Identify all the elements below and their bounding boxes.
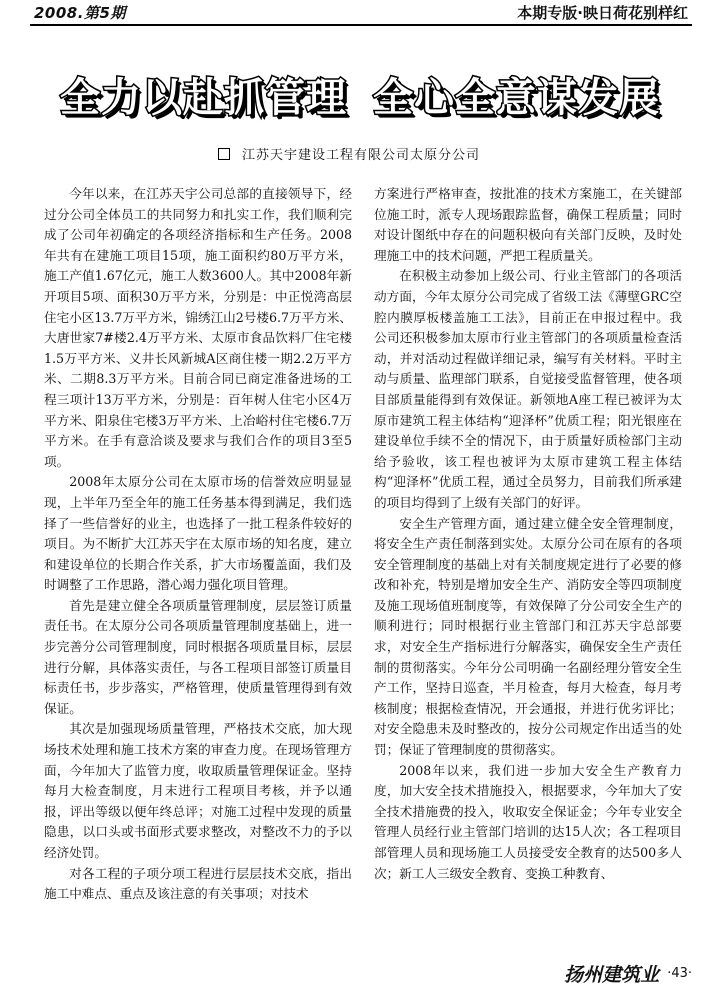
paragraph: 在积极主动参加上级公司、行业主管部门的各项活动方面，今年太原分公司完成了省级工法《薄壁GRC空腔内膜厚板楼盖施工工法》，目前正在申报过程中。我公司还积极参加太原市行业主管部门的各项质量检查活动，并对活动过程做详细记录，编写有关材料。平时主动与质量、监理部门联系，自觉接受监督管理，使各项目部质量能得到有效保证。新领地A座工程已被评为太原市建筑工程主体结构“迎泽杯”优质工程；阳光银座在建设单位手续不全的情况下，由于质量好质检部门主动给予验收，该工程也被评为太原市建筑工程主体结构“迎泽杯”优质工程，通过全员努力，目前我们所承建的项目均得到了上级有关部门的好评。 <box>374 268 682 510</box>
paragraph: 安全生产管理方面，通过建立健全安全管理制度，将安全生产责任制落到实处。太原分公司在原有的各项安全管理制度的基础上对有关制度规定进行了必要的修改和补充，特别是增加安全生产、消防安全等四项制度及施工现场值班制度等，有效保障了分公司安全生产的顺利进行；同时根据行业主管部门和江苏天宇总部要求，对安全生产指标进行分解落实，确保安全生产责任制的贯彻落实。今年分公司明确一名副经理分管安全生产工作，坚持日巡查，半月检查，每月大检查，每月考核制度；根据检查情况，开会通报，并进行优劣评比；对安全隐患未及时整改的，按分公司规定作出适当的处罚；保证了管理制度的贯彻落实。 <box>374 515 682 758</box>
paragraph: 今年以来，在江苏天宇公司总部的直接领导下，经过分公司全体员工的共同努力和扎实工作，我们顺利完成了公司年初确定的各项经济指标和生产任务。2008年共有在建施工项目15项，施工面积约80万平方米，施工产值1.67亿元，施工人数3600人。其中2008年新开项目5项、面积30万平方米，分别是：中正悦湾高层住宅小区13.7万平方米，锦绣江山2号楼6.7万平方米、大唐世家7#楼2.4万平方米、太原市食品饮料厂住宅楼1.5万平方米、义井长风新城A区商住楼一期2.2万平方米、二期8.3万平方米。目前合同已商定准备进场的工程三项计13万平方米，分别是：百年树人住宅小区4万平方米、阳泉住宅楼3万平方米、上冶峪村住宅楼6.7万平方米。在手有意洽谈及要求与我们合作的项目3至5项。 <box>44 186 352 469</box>
byline-text: 江苏天宇建设工程有限公司太原分公司 <box>242 148 481 163</box>
title-part-1: 全力以赴抓管理 <box>60 75 347 121</box>
byline <box>218 144 480 163</box>
header-rule <box>30 24 692 26</box>
square-bullet-icon <box>218 148 230 160</box>
paragraph: 首先是建立健全各项质量管理制度，层层签订质量责任书。在太原分公司各项质量管理制度基础上，进一步完善分公司管理制度，同时根据各项质量目标，层层进行分解，具体落实责任，与各工程项目部签订质量目标责任书，步步落实，严格管理，使质量管理得到有效保证。 <box>44 597 352 716</box>
left-column <box>44 184 352 905</box>
paragraph: 对各工程的子项分项工程进行层层技术交底，指出施工中难点、重点及该注意的有关事项；对技术 <box>44 865 352 902</box>
page-footer <box>564 960 692 986</box>
paragraph: 2008年太原分公司在太原市场的信誉效应明显显现，上半年乃至全年的施工任务基本得到满足，我们选择了一些信誉好的业主，也选择了一批工程条件较好的项目。为不断扩大江苏天宇在太原市场的知名度，建立和建设单位的长期合作关系，扩大市场覆盖面，我们及时调整了工作思路，潜心竭力强化项目管理。 <box>44 474 352 593</box>
page-header <box>0 0 720 22</box>
right-column <box>374 184 682 884</box>
paragraph: 2008年以来，我们进一步加大安全生产教育力度，加大安全技术措施投入，根据要求，今年加大了安全技术措施费的投入，收取安全保证金；今年专业安全管理人员经行业主管部门培训的达15人次；各工程项目部管理人员和现场施工人员接受安全教育的达500多人次；新工人三级安全教育、变换工种教育、 <box>374 762 682 881</box>
magazine-logo: 扬州建筑业 <box>564 964 660 986</box>
article-title <box>28 66 692 123</box>
issue-label: 2008.第5期 <box>34 4 126 22</box>
section-label: 本期专版·映日荷花别样红 <box>517 4 688 22</box>
paragraph: 方案进行严格审查，按批准的技术方案施工，在关键部位施工时，派专人现场跟踪监督，确保工程质量；同时对设计图纸中存在的问题积极向有关部门反映，及时处理施工中的技术问题，严把工程质量关。 <box>374 186 682 263</box>
title-part-2: 全心全意谋发展 <box>373 75 660 121</box>
page-number: ·43· <box>667 966 692 981</box>
paragraph: 其次是加强现场质量管理，严格技术交底，加大现场技术处理和施工技术方案的审查力度。在现场管理方面，今年加大了监管力度，收取质量管理保证金。坚持每月大检查制度，月末进行工程项目考核，并予以通报，评出等级以便年终总评；对施工过程中发现的质量隐患，以口头或书面形式要求整改，对整改不力的予以经济处罚。 <box>44 721 352 860</box>
